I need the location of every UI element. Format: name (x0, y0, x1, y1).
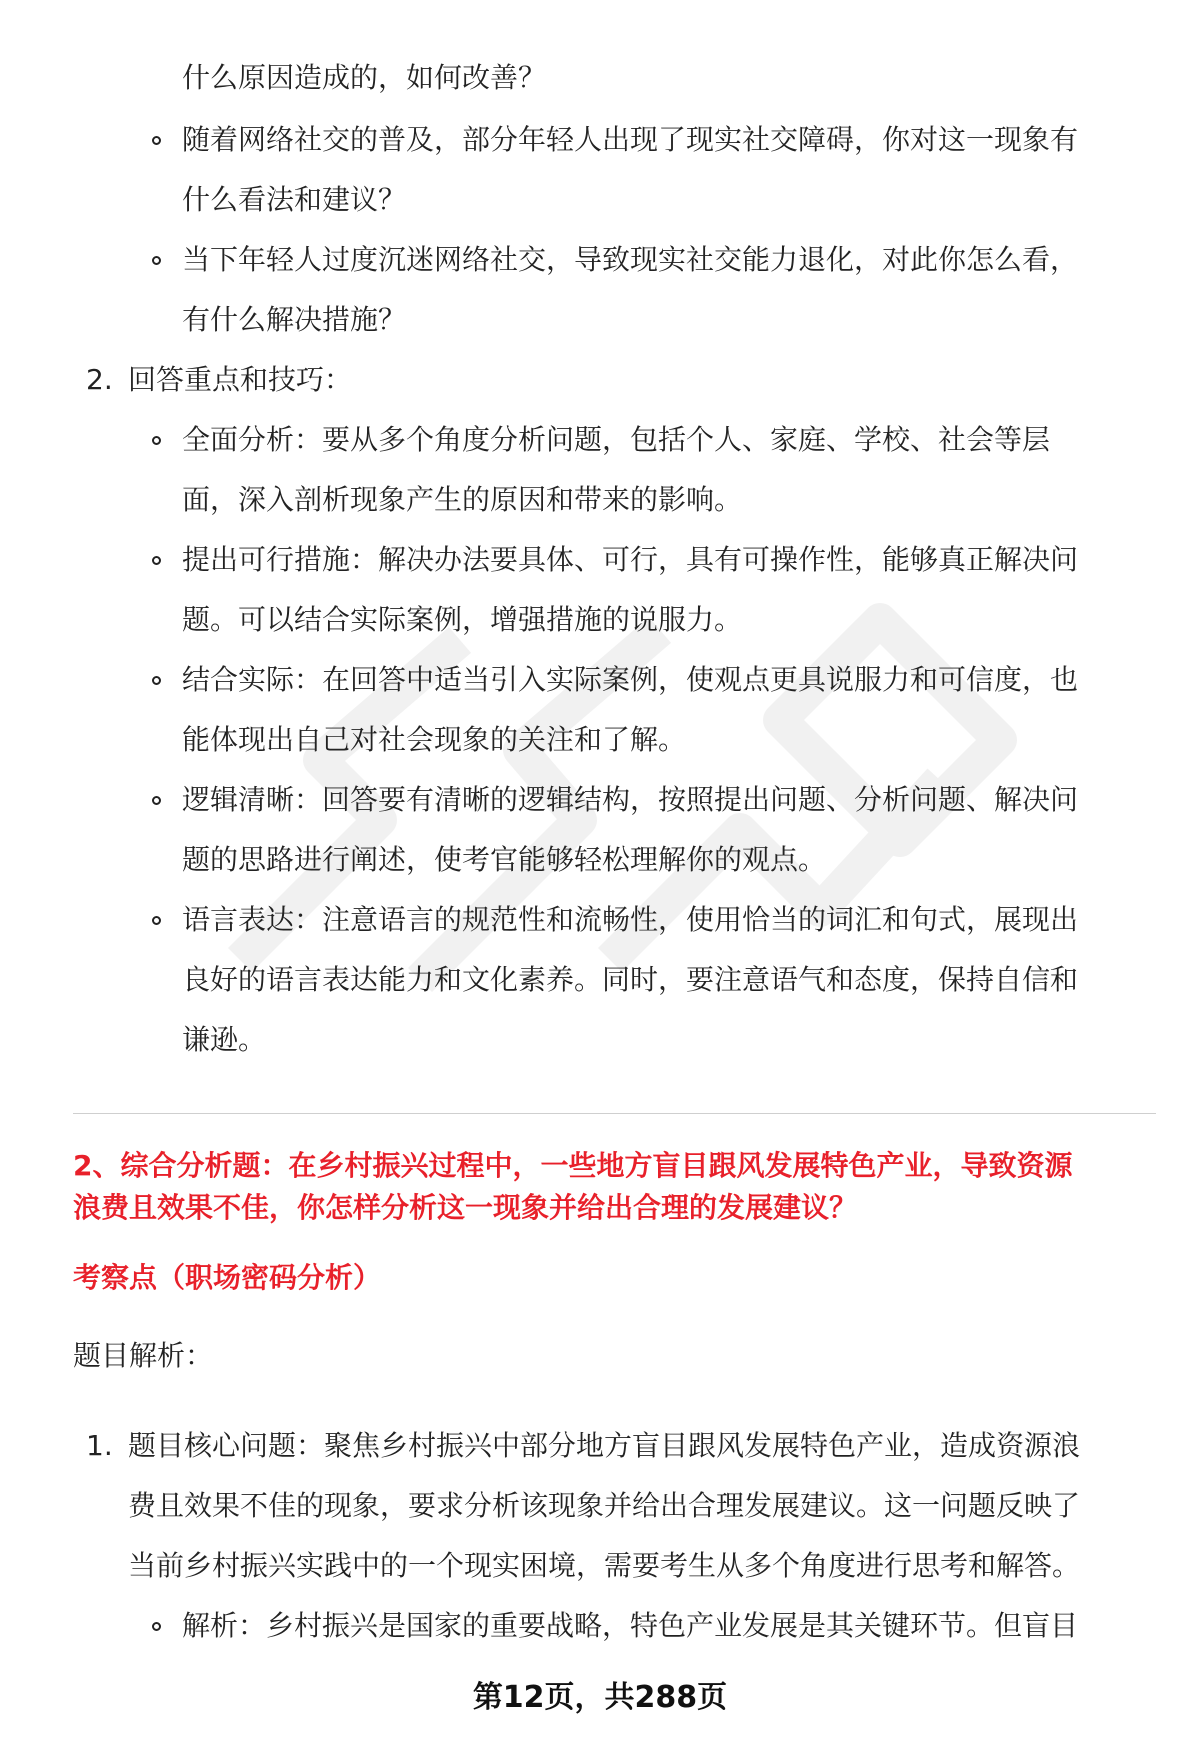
list-number: 2. (86, 363, 113, 396)
list-item: 提出可行措施：解决办法要具体、可行，具有可操作性，能够真正解决问 (182, 543, 1079, 576)
divider (73, 1113, 1156, 1114)
list-item: 题目核心问题：聚焦乡村振兴中部分地方盲目跟风发展特色产业，造成资源浪 (128, 1429, 1081, 1462)
analysis-label: 题目解析： (73, 1339, 214, 1372)
list-item: 随着网络社交的普及，部分年轻人出现了现实社交障碍，你对这一现象有 (182, 123, 1079, 156)
list-item: 语言表达：注意语言的规范性和流畅性，使用恰当的词汇和句式，展现出 (182, 903, 1079, 936)
bullet-icon (152, 256, 161, 265)
bullet-icon (152, 1622, 161, 1631)
sub-list-item: 解析：乡村振兴是国家的重要战略，特色产业发展是其关键环节。但盲目 (182, 1609, 1079, 1642)
list-item-continuation: 能体现出自己对社会现象的关注和了解。 (182, 723, 687, 756)
question-title: 2、综合分析题：在乡村振兴过程中，一些地方盲目跟风发展特色产业，导致资源 (73, 1149, 1073, 1182)
bullet-icon (152, 436, 161, 445)
bullet-icon (152, 916, 161, 925)
list-item-continuation: 良好的语言表达能力和文化素养。同时，要注意语气和态度，保持自信和 (182, 963, 1079, 996)
list-item: 当下年轻人过度沉迷网络社交，导致现实社交能力退化，对此你怎么看， (182, 243, 1079, 276)
list-item-continuation: 当前乡村振兴实践中的一个现实困境，需要考生从多个角度进行思考和解答。 (128, 1549, 1081, 1582)
list-item-continuation: 什么看法和建议？ (182, 183, 407, 216)
bullet-icon (152, 676, 161, 685)
list-number: 1. (86, 1429, 113, 1462)
bullet-icon (152, 556, 161, 565)
page-footer: 第12页，共288页 (472, 1680, 728, 1715)
list-item-continuation: 什么原因造成的，如何改善？ (182, 61, 547, 94)
list-item: 逻辑清晰：回答要有清晰的逻辑结构，按照提出问题、分析问题、解决问 (182, 783, 1079, 816)
bullet-icon (152, 796, 161, 805)
list-item-continuation: 题。可以结合实际案例，增强措施的说服力。 (182, 603, 743, 636)
section-heading: 回答重点和技巧： (128, 363, 353, 396)
list-item-continuation: 有什么解决措施？ (182, 303, 407, 336)
watermark (180, 520, 1080, 1020)
exam-point-heading: 考察点（职场密码分析） (73, 1261, 382, 1294)
list-item-continuation: 谦逊。 (182, 1023, 267, 1056)
bullet-icon (152, 136, 161, 145)
list-item-continuation: 题的思路进行阐述，使考官能够轻松理解你的观点。 (182, 843, 827, 876)
list-item-continuation: 面，深入剖析现象产生的原因和带来的影响。 (182, 483, 743, 516)
list-item: 全面分析：要从多个角度分析问题，包括个人、家庭、学校、社会等层 (182, 423, 1051, 456)
question-title-continuation: 浪费且效果不佳，你怎样分析这一现象并给出合理的发展建议？ (73, 1191, 858, 1224)
list-item: 结合实际：在回答中适当引入实际案例，使观点更具说服力和可信度，也 (182, 663, 1079, 696)
list-item-continuation: 费且效果不佳的现象，要求分析该现象并给出合理发展建议。这一问题反映了 (128, 1489, 1081, 1522)
